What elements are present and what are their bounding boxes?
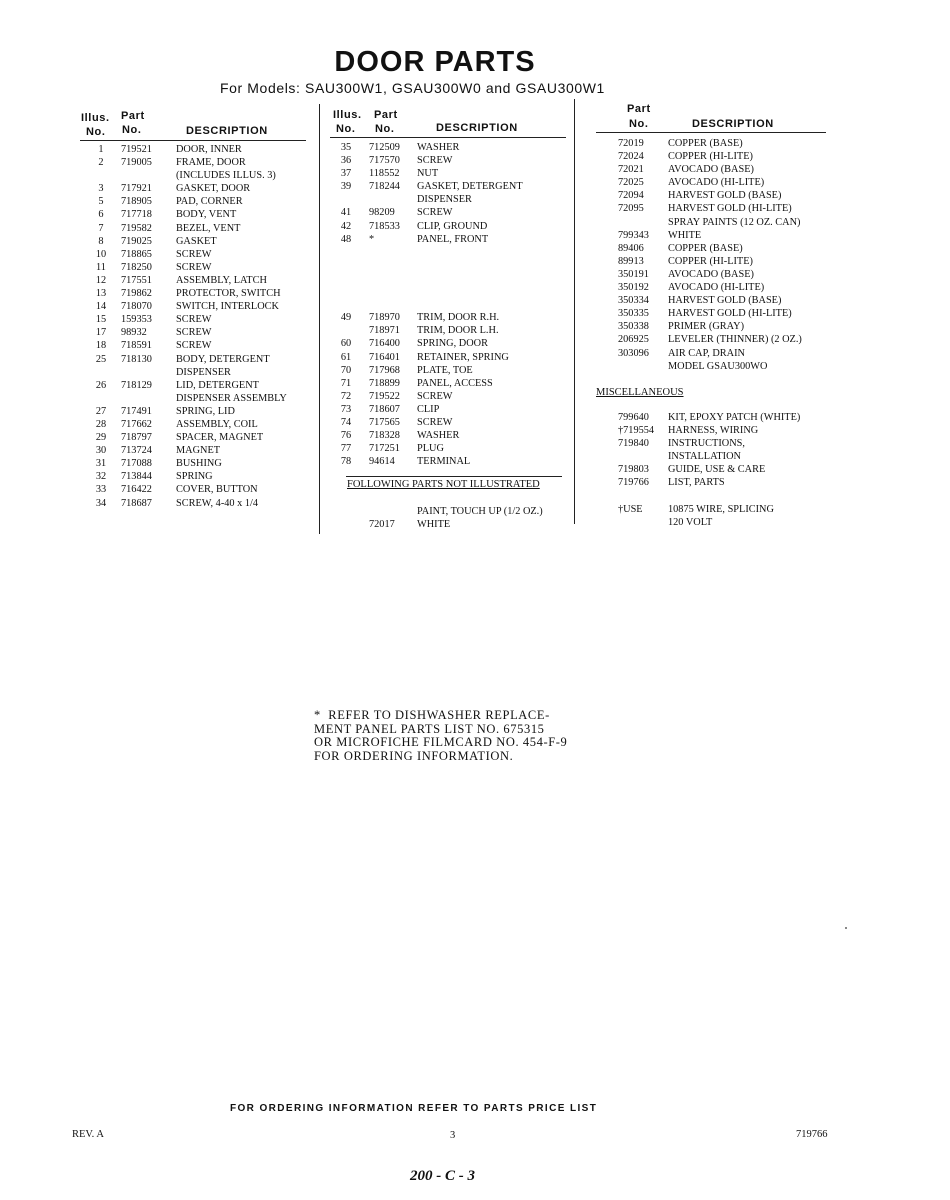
- list-item: [333, 272, 568, 285]
- list-item: [333, 285, 568, 298]
- list-item: 71 718899 PANEL, ACCESS: [340, 377, 493, 389]
- list-item: 3 717921 GASKET, DOOR: [98, 183, 251, 195]
- list-item: 719766 LIST, PARTS: [618, 477, 725, 489]
- col2-header-partno: No.: [375, 123, 395, 135]
- parts-column-2-extra: [333, 505, 568, 531]
- list-item: 6 717718 BODY, VENT: [98, 209, 237, 221]
- following-rule: [346, 476, 562, 477]
- misc-column: [618, 411, 848, 529]
- list-item: (INCLUDES ILLUS. 3): [176, 170, 276, 182]
- list-item: 41 98209 SCREW: [340, 207, 453, 219]
- list-item: 49 718970 TRIM, DOOR R.H.: [340, 312, 500, 324]
- list-item: 30 713724 MAGNET: [95, 445, 221, 457]
- list-item: 303096 AIR CAP, DRAIN: [618, 347, 745, 359]
- list-item: 799640 KIT, EPOXY PATCH (WHITE): [618, 412, 801, 423]
- list-item: 350338 PRIMER (GRAY): [618, 321, 744, 333]
- list-item: 73 718607 CLIP: [340, 403, 440, 415]
- list-item: 8 719025 GASKET: [98, 235, 217, 247]
- list-item: 29 718797 SPACER, MAGNET: [95, 432, 264, 444]
- parts-column-2: [333, 141, 568, 468]
- list-item: 13 719862 PROTECTOR, SWITCH: [95, 288, 281, 300]
- list-item: 10 718865 SCREW: [95, 248, 212, 260]
- col2-header-no: No.: [336, 123, 356, 135]
- col1-header-part: Part: [121, 110, 145, 122]
- list-item: 5 718905 PAD, CORNER: [98, 196, 243, 208]
- list-item: 350335 HARVEST GOLD (HI-LITE): [618, 308, 792, 320]
- list-item: 78 94614 TERMINAL: [340, 456, 471, 468]
- list-item: 25 718130 BODY, DETERGENT: [95, 353, 270, 365]
- list-item: 12 717551 ASSEMBLY, LATCH: [95, 274, 267, 286]
- footer-ordering-info: FOR ORDERING INFORMATION REFER TO PARTS PRICE LIST: [230, 1103, 598, 1114]
- list-item: DISPENSER: [176, 366, 231, 378]
- list-item: MODEL GSAU300WO: [668, 360, 768, 372]
- list-item: 36 717570 SCREW: [340, 155, 453, 167]
- list-item: 72019 COPPER (BASE): [618, 138, 743, 149]
- list-item: 11 718250 SCREW: [96, 261, 212, 273]
- list-item: 72095 HARVEST GOLD (HI-LITE): [618, 203, 792, 215]
- col3-header-part: Part: [627, 103, 651, 115]
- list-item: 72021 AVOCADO (BASE): [618, 164, 754, 176]
- list-item: 18 718591 SCREW: [95, 340, 212, 352]
- list-item: 28 717662 ASSEMBLY, COIL: [95, 418, 258, 430]
- list-item: 72094 HARVEST GOLD (BASE): [618, 190, 782, 202]
- list-item: 74 717565 SCREW: [340, 416, 453, 428]
- col3-header-no: No.: [629, 118, 649, 130]
- models-subtitle: For Models: SAU300W1, GSAU300W0 and GSAU300W1: [220, 80, 605, 96]
- list-item: INSTALLATION: [668, 451, 741, 463]
- list-item: 72 719522 SCREW: [340, 390, 453, 402]
- list-item: [333, 246, 568, 259]
- list-item: DISPENSER: [417, 194, 472, 206]
- scan-speck: [845, 927, 847, 929]
- list-item: 350334 HARVEST GOLD (BASE): [618, 295, 782, 307]
- list-item: 72017 WHITE: [369, 519, 451, 531]
- col1-header-partno: No.: [122, 124, 142, 136]
- document-number: 719766: [796, 1129, 828, 1140]
- ordering-note: * REFER TO DISHWASHER REPLACE- MENT PANEL PARTS LIST NO. 675315 OR MICROFICHE FILMCARD NO. 454-F-9 FOR ORDERING INFORMATION.: [314, 708, 568, 763]
- col2-header-part: Part: [374, 109, 398, 121]
- list-item: 39 718244 GASKET, DETERGENT: [340, 181, 523, 193]
- list-item: 14 718070 SWITCH, INTERLOCK: [95, 301, 279, 313]
- list-item: 34 718687 SCREW, 4-40 x 1/4: [95, 497, 259, 509]
- list-item: 76 718328 WASHER: [340, 430, 460, 442]
- list-item: 1 719521 DOOR, INNER: [98, 144, 242, 155]
- list-item: 89406 COPPER (BASE): [618, 242, 743, 254]
- list-item: 120 VOLT: [668, 516, 713, 528]
- list-item: 72024 COPPER (HI-LITE): [618, 151, 753, 163]
- list-item: SPRAY PAINTS (12 OZ. CAN): [668, 216, 801, 228]
- list-item: 33 716422 COVER, BUTTON: [95, 484, 258, 496]
- list-item: [333, 259, 568, 272]
- list-item: 350192 AVOCADO (HI-LITE): [618, 282, 765, 294]
- following-parts-heading: FOLLOWING PARTS NOT ILLUSTRATED: [347, 479, 540, 490]
- list-item: DISPENSER ASSEMBLY: [176, 392, 287, 404]
- list-item: PAINT, TOUCH UP (1/2 OZ.): [417, 506, 543, 517]
- list-item: 60 716400 SPRING, DOOR: [340, 338, 488, 350]
- list-item: 27 717491 SPRING, LID: [95, 405, 235, 417]
- list-item: 32 713844 SPRING: [95, 471, 213, 483]
- handwritten-annotation: 200 - C - 3: [410, 1168, 475, 1184]
- list-item: 37 118552 NUT: [340, 168, 439, 180]
- miscellaneous-heading: MISCELLANEOUS: [596, 387, 684, 398]
- page-number: 3: [450, 1130, 456, 1141]
- parts-column-3: [618, 137, 848, 373]
- list-item: 48 * PANEL, FRONT: [340, 233, 489, 245]
- list-item: 72025 AVOCADO (HI-LITE): [618, 177, 765, 189]
- column-divider-right: [574, 99, 575, 524]
- list-item: 718971 TRIM, DOOR L.H.: [369, 325, 499, 337]
- revision-label: REV. A: [72, 1129, 104, 1140]
- list-item: 31 717088 BUSHING: [95, 458, 222, 470]
- col3-header-description: DESCRIPTION: [692, 118, 774, 130]
- list-item: 719803 GUIDE, USE & CARE: [618, 464, 766, 476]
- col1-header-rule: [80, 140, 306, 141]
- list-item: †719554 HARNESS, WIRING: [618, 425, 759, 437]
- list-item: 42 718533 CLIP, GROUND: [340, 220, 488, 232]
- list-item: 206925 LEVELER (THINNER) (2 OZ.): [618, 334, 802, 346]
- list-item: 61 716401 RETAINER, SPRING: [340, 351, 509, 363]
- list-item: 7 719582 BEZEL, VENT: [98, 222, 241, 234]
- col3-header-rule: [596, 132, 826, 133]
- list-item: 77 717251 PLUG: [340, 443, 444, 455]
- list-item: 15 159353 SCREW: [95, 314, 212, 326]
- list-item: [333, 298, 568, 311]
- list-item: 17 98932 SCREW: [95, 327, 212, 339]
- col2-header-description: DESCRIPTION: [436, 122, 518, 134]
- col1-header-illus: Illus.: [81, 112, 110, 124]
- col2-header-rule: [330, 137, 566, 138]
- list-item: 350191 AVOCADO (BASE): [618, 268, 754, 280]
- column-divider-left: [319, 104, 320, 534]
- list-item: 35 712509 WASHER: [340, 142, 460, 153]
- list-item: †USE 10875 WIRE, SPLICING: [618, 503, 774, 515]
- page-title: DOOR PARTS: [334, 46, 536, 78]
- list-item: 89913 COPPER (HI-LITE): [618, 255, 753, 267]
- parts-column-1: [88, 143, 313, 510]
- list-item: 2 719005 FRAME, DOOR: [98, 157, 246, 169]
- col1-header-no: No.: [86, 126, 106, 138]
- list-item: 799343 WHITE: [618, 229, 702, 241]
- col2-header-illus: Illus.: [333, 109, 362, 121]
- list-item: 719840 INSTRUCTIONS,: [618, 438, 745, 450]
- list-item: 26 718129 LID, DETERGENT: [95, 379, 259, 391]
- list-item: [618, 490, 848, 503]
- col1-header-description: DESCRIPTION: [186, 125, 268, 137]
- list-item: 70 717968 PLATE, TOE: [340, 364, 473, 376]
